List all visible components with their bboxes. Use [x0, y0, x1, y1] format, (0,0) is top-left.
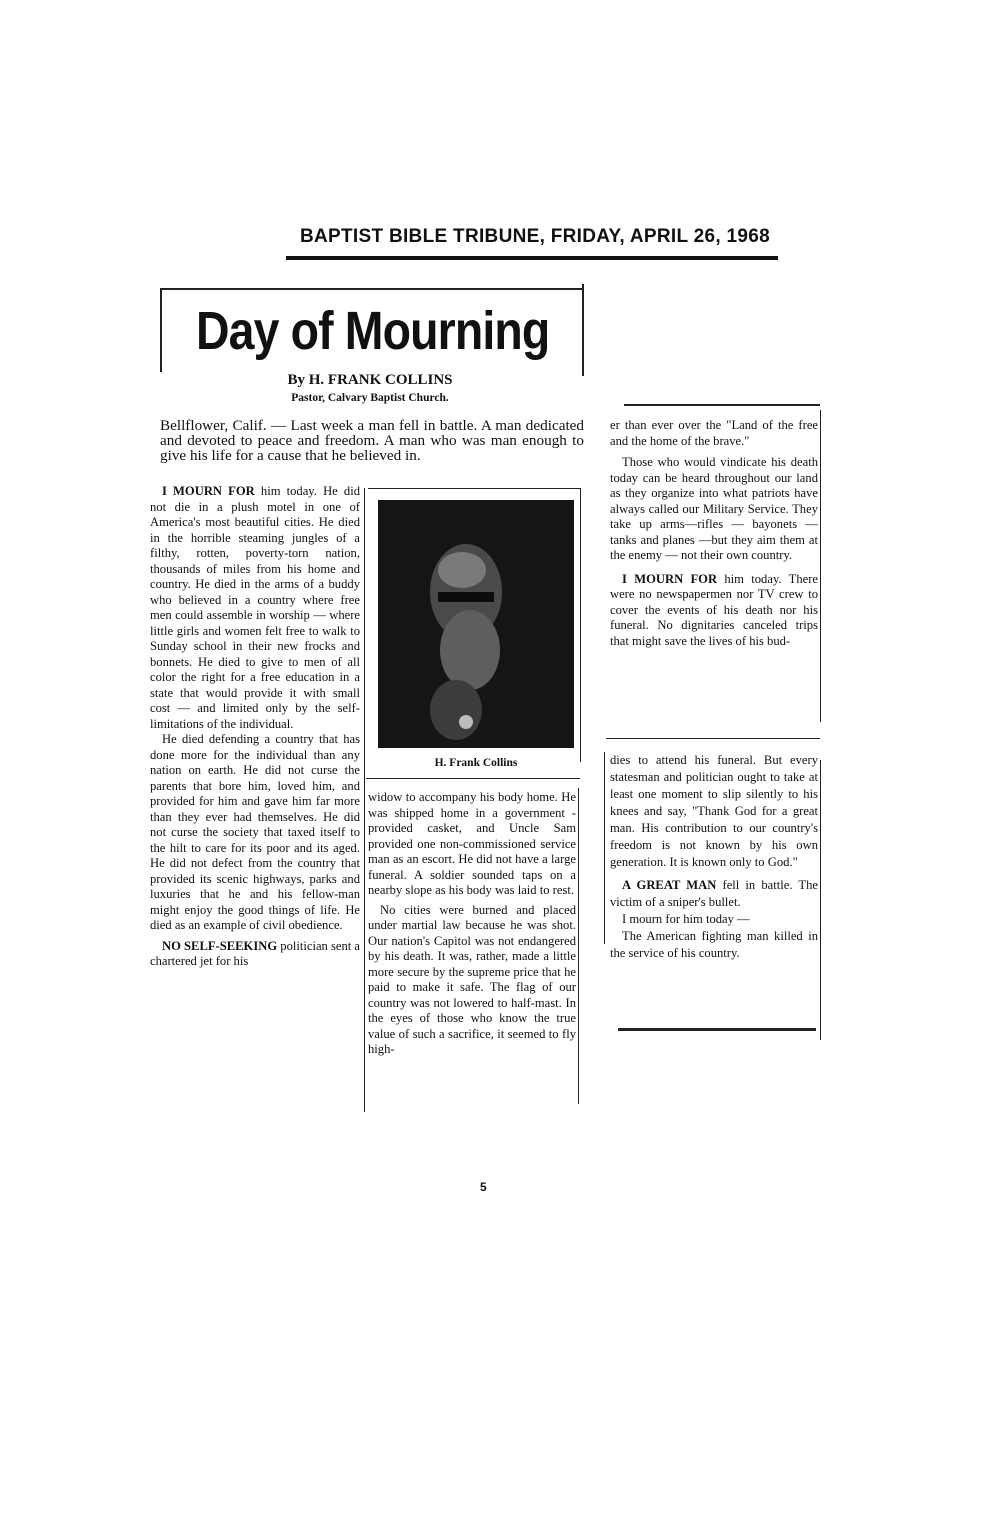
column-rule-1 [364, 488, 365, 1112]
column-3a-right-rule [820, 410, 821, 722]
col1-paragraph-2: He died defending a country that has done more for the individual than any nation on earth. He did not curse the parents that bore him, loved him, and provided for him and gave him far more than they ever had themselves. He did not curse the society that taxed itself to the hilt to care for its poor and its aged. He did not defect from the country that provided its scenic highways, parks and luxuries that he and his fellow-man might enjoy the good things of life. He died as an example of civil obedience. [150, 732, 360, 932]
column-3-break-rule [606, 738, 820, 739]
page-number: 5 [480, 1180, 487, 1194]
byline-title: Pastor, Calvary Baptist Church. [291, 392, 449, 404]
col2-paragraph-1: widow to accompany his body home. He was shipped home in a government - provided casket, and Uncle Sam provided one non-commissioned service man as an escort. He did not have a large funeral. A soldier sounded taps on a nearby slope as his body was laid to rest. [368, 790, 576, 897]
col3b-paragraph-3: I mourn for him today — [622, 912, 750, 926]
col1-lead-1: I MOURN FOR [162, 484, 255, 498]
byline: By H. FRANK COLLINS [287, 372, 453, 388]
masthead-rule [286, 256, 778, 260]
photo-right-rule [580, 488, 581, 762]
col1-text-3: politician sent a chartered jet for his [150, 938, 361, 968]
col2-paragraph-2: No cities were burned and placed under martial law because he was shot. Our nation's Capitol was not endangered by his death. It was, rather, made a little more secure by the supreme price that he paid to make it safe. The flag of our country was not lowered to half-mast. In the eyes of those who know the true value of such a sacrifice, it seemed to fly high- [368, 902, 576, 1056]
headline-box-right [582, 284, 584, 376]
col3a-paragraph-1: er than ever over the "Land of the free and the home of the brave." [610, 418, 818, 448]
headline: Day of Mourning [196, 301, 550, 361]
column-3b-right-rule [820, 760, 821, 1040]
masthead: BAPTIST BIBLE TRIBUNE, FRIDAY, APRIL 26, 1968 [300, 226, 770, 247]
photo-caption: H. Frank Collins [434, 757, 518, 769]
col3a-paragraph-2: Those who would vindicate his death today can be heard throughout our land as they organize into what patriots have always called our Military Service. They take up arms—rifles — bayonets — tanks and planes —but they aim them at the enemy — not their own country. [610, 455, 818, 562]
headline-box-left [160, 288, 162, 372]
column-2-top-rule [366, 778, 580, 779]
col3b-paragraph-1: dies to attend his funeral. But every statesman and politician ought to take at least one moment to slip silently to his knees and say, "Thank God for a great man. His contribution to our country's freedom is not known by his own generation. It is known only to God." [610, 753, 818, 869]
column-3-bottom-rule [618, 1028, 816, 1031]
col3b-lead-2: A GREAT MAN [622, 878, 717, 892]
column-1 [150, 484, 360, 970]
headline-box-top [160, 288, 584, 290]
col3a-paragraph-3 [610, 572, 818, 650]
col3b-paragraph-2 [610, 877, 818, 911]
col3a-lead-3: I MOURN FOR [622, 571, 718, 586]
lede-paragraph: Bellflower, Calif. — Last week a man fell in battle. A man dedicated and devoted to peace and freedom. A man who was man enough to give his life for a cause that he believed in. [160, 417, 584, 464]
col1-lead-3: NO SELF-SEEKING [162, 938, 278, 953]
col1-text-1: him today. He did not die in a plush motel in one of America's most beautiful cities. He died in the horrible steaming jungles of a filthy, rotten, poverty-torn nation, thousands of miles from his home and country. He died in the arms of a buddy who believed in a country where free men could assemble in worship — where little girls and women felt free to walk to Sunday school in their new frocks and bonnets. He died to give to men of all color the right for a free education in a state that would provide it with small cost — and limited only by the self-limitations of the individual. [150, 484, 361, 731]
col1-paragraph-3 [150, 939, 360, 970]
column-3b [610, 752, 818, 962]
column-3-top-rule [624, 404, 820, 406]
author-photo [378, 500, 574, 748]
portrait-image [378, 500, 574, 748]
column-2 [368, 790, 576, 1058]
col1-paragraph-1 [150, 484, 360, 732]
column-3a [610, 418, 818, 649]
col3b-paragraph-4: The American fighting man killed in the service of his country. [610, 929, 818, 960]
column-rule-2 [578, 788, 579, 1104]
photo-top-rule [368, 488, 580, 489]
col3b-text-2: fell in battle. The victim of a sniper's bullet. [610, 878, 818, 909]
column-3b-left-rule [604, 752, 605, 944]
col3a-text-3: him today. There were no newspapermen nor TV crew to cover the events of his death nor his funeral. No dignitaries canceled trips that might save the lives of his bud- [610, 571, 819, 648]
